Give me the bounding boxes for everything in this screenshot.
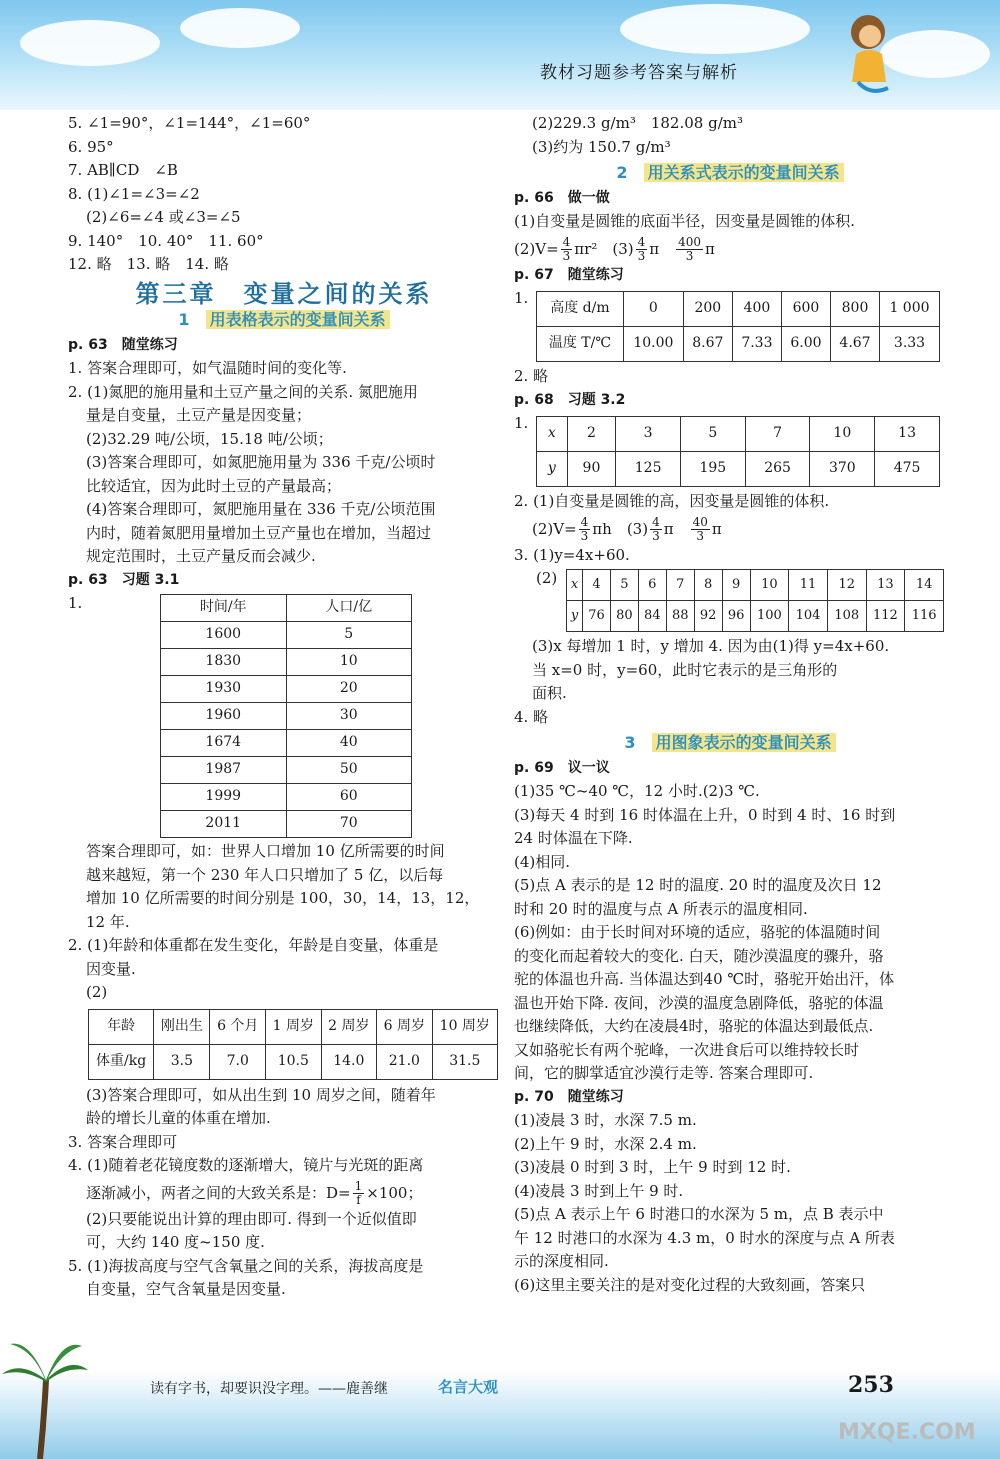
- answer-line: (3)约为 150.7 g/m³: [532, 137, 671, 156]
- answer-line: (2)上午 9 时，水深 2.4 m.: [514, 1134, 697, 1153]
- exercise-heading: p. 63 随堂练习: [68, 336, 178, 353]
- answer-line: 24 时体温在下降.: [514, 829, 633, 847]
- table-cell: 5: [680, 417, 745, 452]
- table-cell: 21.0: [377, 1044, 433, 1079]
- answer-line: (4)凌晨 3 时到上午 9 时.: [514, 1181, 684, 1200]
- table-cell: 31.5: [432, 1044, 497, 1079]
- answer-line: 4. (1)随着老花镜度数的逐渐增大，镜片与光斑的距离: [68, 1156, 424, 1174]
- xy2-table: [566, 569, 944, 632]
- height-temp-block: [514, 287, 946, 365]
- answer-line: 的变化而起着较大的变化. 白天，随沙漠温度的骤升，骆: [514, 946, 884, 965]
- formula-text: (2)V=: [532, 519, 577, 538]
- answer-line: 越来越短，第一个 230 年人口只增加了 5 亿，以后每: [86, 865, 444, 884]
- table-cell: 14.0: [321, 1044, 377, 1079]
- answer-line: (6)这里主要关注的是对变化过程的大致刻画，答案只: [514, 1275, 866, 1294]
- answer-line: 面积.: [532, 684, 567, 702]
- answer-line: (3)答案合理即可，如从出生到 10 周岁之间，随着年: [86, 1085, 436, 1104]
- answer-line: (4)答案合理即可，氮肥施用量在 336 千克/公顷范围: [86, 500, 436, 518]
- table-cell: 10: [286, 649, 412, 676]
- table-cell: 3.33: [880, 327, 940, 362]
- table-cell: 5: [610, 570, 638, 601]
- fraction-denominator: f: [356, 1193, 361, 1207]
- cloud-decoration: [20, 20, 160, 66]
- height-temperature-table: [536, 291, 940, 362]
- fraction-numerator: 4: [652, 515, 660, 529]
- answer-line: 6. 95°: [68, 137, 114, 156]
- table-cell: 40: [286, 730, 412, 757]
- table-cell: 3: [616, 417, 681, 452]
- answer-line: [514, 514, 946, 544]
- table-cell: x: [567, 570, 583, 601]
- table-cell: 70: [286, 811, 412, 838]
- answer-line: 温也开始下降. 夜间，沙漠的温度急剧降低，骆驼的体温: [514, 993, 884, 1012]
- fraction-denominator: 3: [696, 529, 705, 543]
- fraction-denominator: 3: [637, 249, 646, 263]
- answer-line: 增加 10 亿所需要的时间分别是 100，30，14，13，12，: [86, 889, 480, 907]
- answer-line: 因变量.: [86, 959, 136, 978]
- fraction-denominator: 3: [562, 249, 571, 263]
- item-number: 1.: [514, 414, 529, 432]
- answer-line: 2. (1)自变量是圆锥的高，因变量是圆锥的体积.: [514, 492, 830, 510]
- exercise-heading: p. 66 做一做: [514, 189, 610, 206]
- table-cell: 1960: [161, 703, 287, 730]
- table-cell: 0: [623, 292, 683, 327]
- answer-line: 5. (1)海拔高度与空气含氧量之间的关系，海拔高度是: [68, 1256, 424, 1275]
- table-cell: 112: [866, 601, 905, 632]
- table-cell: x: [537, 417, 568, 452]
- answer-line: (2)32.29 吨/公顷，15.18 吨/公顷；: [86, 429, 333, 448]
- table-cell: 12: [827, 570, 866, 601]
- left-column: [68, 112, 500, 1302]
- formula-text: πh (3): [592, 519, 649, 538]
- table-cell: 4.67: [830, 327, 879, 362]
- palm-tree-icon: [0, 1330, 90, 1459]
- table-cell: 1987: [161, 757, 287, 784]
- xy-block: [514, 412, 946, 490]
- table-cell: 10.00: [623, 327, 683, 362]
- section-number: 3: [624, 733, 636, 752]
- exercise-heading: p. 67 随堂练习: [514, 266, 624, 283]
- answer-line: (6)例如：由于长时间对环境的适应，骆驼的体温随时间: [514, 923, 881, 941]
- answer-line: 2. (1)氮肥的施用量和土豆产量之间的关系. 氮肥施用: [68, 382, 418, 401]
- table-cell: 7: [666, 570, 694, 601]
- section-title-text: 用表格表示的变量间关系: [206, 310, 390, 329]
- answer-line: 也继续降低，大约在凌晨4时，骆驼的体温达到最低点.: [514, 1017, 874, 1035]
- answer-line: 2. 略: [514, 367, 549, 385]
- right-column: [514, 112, 946, 1297]
- fraction-numerator: 4: [562, 235, 571, 249]
- table-cell: 600: [781, 292, 830, 327]
- answer-line: 驼的体温也升高. 当体温达到40 ℃时，骆驼开始出汗，体: [514, 970, 895, 988]
- table-cell: 10 周岁: [432, 1009, 497, 1044]
- fraction: [650, 516, 662, 543]
- section-title: [514, 731, 946, 755]
- table-cell: 温度 T/℃: [537, 327, 624, 362]
- table-cell: 高度 d/m: [537, 292, 624, 327]
- table-cell: 10.5: [266, 1044, 322, 1079]
- table-cell: 125: [616, 452, 681, 487]
- table-cell: 1930: [161, 676, 287, 703]
- fraction-denominator: 3: [652, 529, 660, 543]
- table-cell: 265: [745, 452, 810, 487]
- population-table: [160, 594, 412, 838]
- answer-line: 3. (1)y=4x+60.: [514, 545, 630, 564]
- answer-line: 示的深度相同.: [514, 1252, 609, 1270]
- header-title: 教材习题参考答案与解析: [540, 63, 738, 83]
- header-banner: [0, 0, 1000, 110]
- table-cell: 1674: [161, 730, 287, 757]
- answer-line: 比较适宜，因为此时土豆的产量最高；: [86, 476, 342, 495]
- table-cell: 80: [610, 601, 638, 632]
- table-cell: 116: [905, 601, 944, 632]
- table-cell: 1830: [161, 649, 287, 676]
- item-label: (2): [536, 569, 558, 587]
- answer-line: 5. ∠1=90°，∠1=144°，∠1=60°: [68, 114, 311, 132]
- table-cell: 9: [722, 570, 750, 601]
- table-cell: 8.67: [683, 327, 732, 362]
- answer-line: 答案合理即可，如：世界人口增加 10 亿所需要的时间: [86, 842, 445, 860]
- section-number: 1: [178, 310, 190, 329]
- table-cell: 1 周岁: [266, 1009, 322, 1044]
- mascot-icon: [838, 10, 902, 96]
- table-cell: 11: [789, 570, 828, 601]
- watermark: MXQE.COM: [838, 1420, 976, 1445]
- table-header: 人口/亿: [286, 595, 412, 622]
- table-cell: 刚出生: [154, 1009, 210, 1044]
- answer-line: (1)自变量是圆锥的底面半径，因变量是圆锥的体积.: [514, 212, 856, 230]
- population-block: [68, 592, 500, 840]
- exercise-heading: p. 70 随堂练习: [514, 1088, 624, 1105]
- answer-line: (1)凌晨 3 时，水深 7.5 m.: [514, 1111, 697, 1129]
- fraction: [579, 516, 591, 543]
- answer-line: (3)x 每增加 1 时，y 增加 4. 因为由(1)得 y=4x+60.: [532, 637, 890, 655]
- table-cell: 1 000: [880, 292, 940, 327]
- answer-line: 2. (1)年龄和体重都在发生变化，年龄是自变量，体重是: [68, 936, 439, 954]
- table-cell: 90: [567, 452, 616, 487]
- footer-brand: 名言大观: [438, 1378, 499, 1396]
- table-cell: 1999: [161, 784, 287, 811]
- cloud-decoration: [620, 4, 810, 54]
- table-cell: 10: [810, 417, 875, 452]
- table-cell: 20: [286, 676, 412, 703]
- table-cell: 92: [694, 601, 722, 632]
- xy2-block: [514, 567, 946, 635]
- table-cell: 7.33: [732, 327, 781, 362]
- fraction-numerator: 4: [580, 515, 589, 529]
- table-cell: 13: [875, 417, 940, 452]
- answer-line: 龄的增长儿童的体重在增加.: [86, 1109, 271, 1127]
- section-number: 2: [616, 163, 628, 182]
- table-cell: 年龄: [89, 1009, 154, 1044]
- table-cell: 6.00: [781, 327, 830, 362]
- formula-text: π: [663, 519, 689, 538]
- answer-line: 间，它的脚掌适宜沙漠行走等. 答案合理即可.: [514, 1064, 814, 1082]
- fraction-numerator: 4: [637, 235, 646, 249]
- table-cell: 2 周岁: [321, 1009, 377, 1044]
- table-cell: 10: [750, 570, 789, 601]
- cloud-decoration: [180, 8, 300, 48]
- table-cell: 100: [750, 601, 789, 632]
- table-cell: 60: [286, 784, 412, 811]
- answer-line: 3. 答案合理即可: [68, 1132, 178, 1151]
- formula-text: 逐渐减小，两者之间的大致关系是：D=: [86, 1183, 351, 1202]
- fraction: [636, 236, 648, 263]
- table-cell: 13: [866, 570, 905, 601]
- table-cell: 7.0: [210, 1044, 266, 1079]
- table-cell: 1600: [161, 622, 287, 649]
- answer-line: 9. 140° 10. 40° 11. 60°: [68, 231, 264, 250]
- fraction: [676, 236, 703, 263]
- formula-text: π: [711, 519, 722, 538]
- table-cell: 400: [732, 292, 781, 327]
- answer-line: 内时，随着氮肥用量增加土豆产量也在增加，当超过: [86, 523, 432, 542]
- answer-line: 4. 略: [514, 707, 549, 726]
- xy-table: [536, 416, 940, 487]
- table-cell: 6 周岁: [377, 1009, 433, 1044]
- table-cell: 7: [745, 417, 810, 452]
- answer-line: 时和 20 时的温度与点 A 所表示的温度相同.: [514, 899, 808, 918]
- section-title: [514, 161, 946, 185]
- answer-line: (2): [86, 983, 108, 1001]
- answer-line: 1. 答案合理即可，如气温随时间的变化等.: [68, 359, 347, 377]
- table-cell: 3.5: [154, 1044, 210, 1079]
- fraction: [691, 516, 710, 543]
- table-cell: 体重/kg: [89, 1044, 154, 1079]
- table-cell: 30: [286, 703, 412, 730]
- answer-line: (2)只要能说出计算的理由即可. 得到一个近似值即: [86, 1209, 417, 1228]
- table-cell: 76: [583, 601, 611, 632]
- table-cell: 4: [583, 570, 611, 601]
- formula-text: (2)V=: [514, 239, 559, 258]
- chapter-title: 第三章 变量之间的关系: [135, 279, 433, 308]
- answer-line: 当 x=0 时，y=60，此时它表示的是三角形的: [532, 660, 838, 679]
- answer-line: 又如骆驼长有两个驼峰，一次进食后可以维持较长时: [514, 1040, 860, 1059]
- exercise-heading: p. 69 议一议: [514, 759, 610, 776]
- table-cell: 200: [683, 292, 732, 327]
- answer-line: 自变量，空气含氧量是因变量.: [86, 1280, 286, 1298]
- fraction-numerator: 400: [678, 235, 701, 249]
- table-cell: 96: [722, 601, 750, 632]
- table-cell: 50: [286, 757, 412, 784]
- answer-line: (2)229.3 g/m³ 182.08 g/m³: [532, 114, 743, 132]
- answer-line: (5)点 A 表示上午 6 时港口的水深为 5 m，点 B 表示中: [514, 1205, 884, 1223]
- table-cell: 88: [666, 601, 694, 632]
- table-cell: 14: [905, 570, 944, 601]
- table-header: 时间/年: [161, 595, 287, 622]
- table-cell: 104: [789, 601, 828, 632]
- answer-line: (5)点 A 表示的是 12 时的温度. 20 时的温度及次日 12: [514, 876, 882, 894]
- answer-line: (1)35 ℃~40 ℃，12 小时.(2)3 ℃.: [514, 782, 760, 800]
- formula-text: π: [649, 239, 675, 258]
- age-weight-table: [88, 1009, 498, 1080]
- answer-line: 午 12 时港口的水深为 4.3 m，0 时水的深度与点 A 所表: [514, 1228, 895, 1247]
- table-cell: y: [567, 601, 583, 632]
- exercise-heading: p. 68 习题 3.2: [514, 391, 626, 408]
- table-cell: 6: [638, 570, 666, 601]
- answer-line: 可，大约 140 度~150 度.: [86, 1233, 265, 1251]
- table-cell: 5: [286, 622, 412, 649]
- formula-text: ×100；: [366, 1183, 423, 1202]
- answer-line: 8. (1)∠1=∠3=∠2: [68, 184, 200, 203]
- table-cell: y: [537, 452, 568, 487]
- answer-line: 12 年.: [86, 912, 130, 931]
- section-title: [68, 308, 500, 332]
- table-cell: 8: [694, 570, 722, 601]
- answer-line: 7. AB∥CD ∠B: [68, 161, 178, 179]
- table-cell: 108: [827, 601, 866, 632]
- fraction-numerator: 1: [354, 1179, 363, 1193]
- answer-line: [514, 234, 946, 264]
- item-number: 1.: [68, 594, 83, 612]
- answer-line: (3)答案合理即可，如氮肥施用量为 336 千克/公顷时: [86, 453, 436, 471]
- table-cell: 800: [830, 292, 879, 327]
- answer-line: (3)凌晨 0 时到 3 时，上午 9 时到 12 时.: [514, 1158, 791, 1176]
- fraction-denominator: 3: [580, 529, 589, 543]
- section-title-text: 用关系式表示的变量间关系: [644, 163, 844, 182]
- answer-line: [68, 1178, 500, 1208]
- fraction-denominator: 3: [685, 249, 694, 263]
- answer-line: (3)每天 4 时到 16 时体温在上升，0 时到 4 时、16 时到: [514, 805, 896, 824]
- fraction-numerator: 40: [692, 515, 708, 529]
- table-cell: 6 个月: [210, 1009, 266, 1044]
- answer-line: 量是自变量，土豆产量是因变量；: [86, 406, 312, 424]
- table-cell: 2: [567, 417, 616, 452]
- table-cell: 370: [810, 452, 875, 487]
- formula-text: π: [705, 239, 715, 258]
- answer-line: 规定范围时，土豆产量反而会减少.: [86, 547, 316, 565]
- page-number: 253: [848, 1372, 894, 1398]
- table-cell: 475: [875, 452, 940, 487]
- answer-line: (2)∠6=∠4 或∠3=∠5: [86, 208, 241, 226]
- table-cell: 84: [638, 601, 666, 632]
- exercise-heading: p. 63 习题 3.1: [68, 571, 180, 588]
- fraction: [561, 236, 573, 263]
- table-cell: 2011: [161, 811, 287, 838]
- table-cell: 195: [680, 452, 745, 487]
- answer-line: (4)相同.: [514, 852, 571, 871]
- item-number: 1.: [514, 289, 529, 307]
- section-title-text: 用图象表示的变量间关系: [652, 733, 836, 752]
- answer-line: 12. 略 13. 略 14. 略: [68, 255, 229, 273]
- footer-quote: 读有字书，却要识没字理。——鹿善继: [150, 1381, 388, 1397]
- fraction: [353, 1180, 365, 1207]
- formula-text: πr² (3): [574, 239, 634, 258]
